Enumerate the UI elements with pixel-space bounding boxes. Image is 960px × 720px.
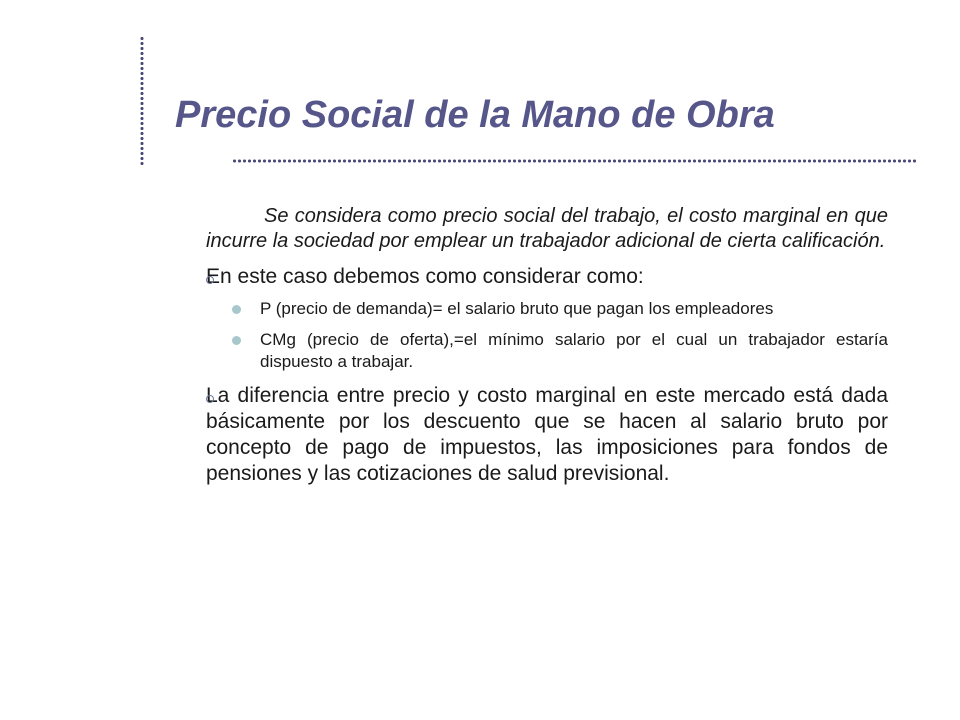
sub-bullet-item bbox=[206, 329, 888, 373]
sub-bullet-text: CMg (precio de oferta),=el mínimo salario por el cual un trabajador estaría dispuesto a trabajar. bbox=[260, 330, 888, 371]
circle-bullet-icon bbox=[206, 395, 214, 403]
slide-body bbox=[206, 204, 888, 487]
bullet-paragraph-1-text: En este caso debemos como considerar como: bbox=[206, 265, 644, 288]
sub-bullet-list bbox=[206, 298, 888, 373]
sub-bullet-text: P (precio de demanda)= el salario bruto que pagan los empleadores bbox=[260, 299, 774, 318]
dot-bullet-icon bbox=[232, 336, 241, 345]
sub-bullet-item bbox=[206, 298, 888, 320]
vertical-dotted-rule bbox=[140, 36, 144, 166]
bullet-paragraph-1 bbox=[206, 264, 888, 290]
circle-bullet-icon bbox=[206, 276, 214, 284]
bullet-paragraph-2 bbox=[206, 383, 888, 487]
intro-paragraph: Se considera como precio social del trabajo, el costo marginal en que incurre la sociedad por emplear un trabajador adicional de cierta calificación. bbox=[206, 205, 888, 252]
bullet-paragraph-2-text: La diferencia entre precio y costo marginal en este mercado está dada básicamente por los descuento que se hacen al salario bruto por concepto de pago de impuestos, las imposiciones para fondos de pensiones y las cotizaciones de salud previsional. bbox=[206, 384, 888, 485]
dot-bullet-icon bbox=[232, 305, 241, 314]
slide-title: Precio Social de la Mano de Obra bbox=[175, 94, 775, 136]
horizontal-dotted-rule bbox=[232, 159, 916, 163]
